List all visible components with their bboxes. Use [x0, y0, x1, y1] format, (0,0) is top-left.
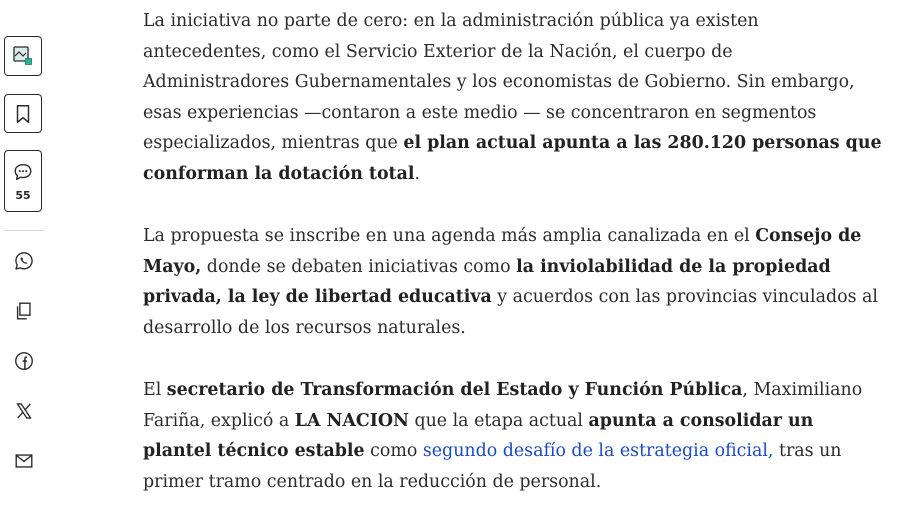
highlight-text: secretario de Transformación del Estado y Función Pública [166, 380, 743, 400]
paragraph-text: . [414, 163, 420, 184]
paragraph-text: tras un primer tramo centrado en la reducción de personal. [143, 441, 842, 492]
article-link[interactable]: segundo desafío de la estrategia oficial, [422, 441, 774, 461]
highlight-text: Consejo de Mayo, [143, 226, 862, 277]
share-sidebar [0, 0, 48, 479]
article-body [143, 6, 883, 529]
bookmark-icon [12, 103, 34, 125]
copy-link-icon [13, 300, 35, 322]
paragraph-text: La iniciativa no parte de cero: en la administración pública ya existen antecedentes, como el Servicio Exterior de la Nación, el cuerpo de Administradores Gubernamentales y los economistas de Gobierno. Sin embargo, esas experiencias —contaron a este medio — se concentraron en segmentos especializados, mientras que [143, 11, 855, 153]
share-facebook-button[interactable] [12, 349, 36, 373]
sidebar-divider [4, 230, 44, 231]
comment-icon [12, 161, 34, 183]
copy-link-button[interactable] [12, 299, 36, 323]
highlight-text: LA NACION [294, 410, 409, 431]
comments-count: 55 [15, 188, 31, 202]
paragraph-consejo-de-mayo [143, 221, 883, 343]
paragraph-text: como [364, 441, 423, 461]
paragraph-antecedentes [143, 6, 883, 189]
paragraph-text: La propuesta se inscribe en una agenda más amplia canalizada en el [143, 226, 756, 246]
highlight-text: apunta a consolidar un plantel técnico estable [143, 410, 814, 461]
comments-button[interactable] [4, 150, 42, 212]
x-icon [14, 401, 34, 421]
whatsapp-icon [13, 250, 35, 272]
share-x-button[interactable] [12, 399, 36, 423]
gift-article-button[interactable] [4, 36, 42, 76]
share-whatsapp-button[interactable] [12, 249, 36, 273]
email-icon [13, 450, 35, 472]
paragraph-text: El [143, 380, 167, 400]
highlight-text: el plan actual apunta a las 280.120 personas que conforman la dotación total [143, 133, 882, 184]
bookmark-button[interactable] [4, 94, 42, 133]
paragraph-text: y acuerdos con las provincias vinculados al desarrollo de los recursos naturales. [143, 287, 878, 338]
gift-article-icon [11, 44, 35, 68]
share-email-button[interactable] [12, 449, 36, 473]
highlight-text: la inviolabilidad de la propiedad privada, la ley de libertad educativa [143, 256, 831, 307]
paragraph-text: que la etapa actual [408, 410, 589, 431]
paragraph-text: , Maximiliano Fariña, explicó a [143, 380, 863, 431]
facebook-icon [13, 350, 35, 372]
paragraph-text: donde se debaten iniciativas como [201, 256, 517, 277]
